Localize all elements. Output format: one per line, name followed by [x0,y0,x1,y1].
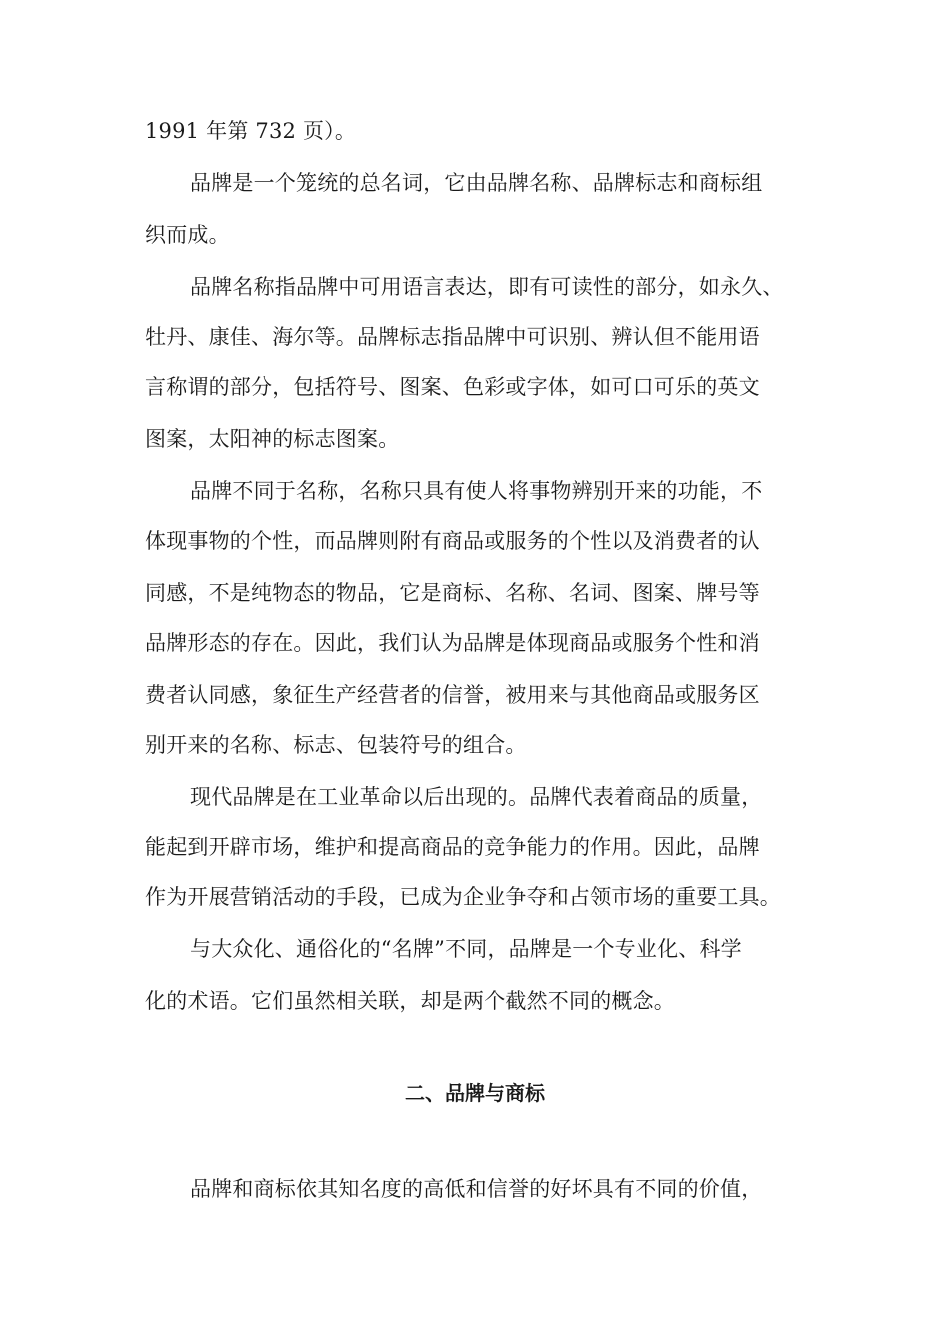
text-line: 品牌和商标依其知名度的高低和信誉的好坏具有不同的价值， [190,1177,763,1201]
text-line: 别开来的名称、标志、包装符号的组合。 [145,733,527,757]
text-line: 费者认同感，象征生产经营者的信誉，被用来与其他商品或服务区 [145,683,760,707]
text-line: 同感，不是纯物态的物品，它是商标、名称、名词、图案、牌号等 [145,581,760,605]
text-line: 品牌名称指品牌中可用语言表达，即有可读性的部分，如永久、 [190,275,784,299]
text-line: 能起到开辟市场，维护和提高商品的竞争能力的作用。因此，品牌 [145,835,760,859]
section-heading: 二、品牌与商标 [405,1081,545,1105]
text-line: 与大众化、通俗化的“名牌”不同，品牌是一个专业化、科学 [190,937,742,961]
text-line: 图案，太阳神的标志图案。 [145,427,400,451]
text-line: 作为开展营销活动的手段，已成为企业争夺和占领市场的重要工具。 [145,885,781,909]
text-line: 品牌不同于名称，名称只具有使人将事物辨别开来的功能，不 [190,479,763,503]
text-line: 言称谓的部分，包括符号、图案、色彩或字体，如可口可乐的英文 [145,375,760,399]
text-line: 1991 年第 732 页）。 [145,119,357,143]
text-line: 品牌形态的存在。因此，我们认为品牌是体现商品或服务个性和消 [145,631,760,655]
text-line: 品牌是一个笼统的总名词，它由品牌名称、品牌标志和商标组 [190,171,763,195]
text-line: 牡丹、康佳、海尔等。品牌标志指品牌中可识别、辨认但不能用语 [145,325,760,349]
text-line: 织而成。 [145,223,230,247]
text-line: 化的术语。它们虽然相关联，却是两个截然不同的概念。 [145,989,675,1013]
text-line: 体现事物的个性，而品牌则附有商品或服务的个性以及消费者的认 [145,529,760,553]
text-line: 现代品牌是在工业革命以后出现的。品牌代表着商品的质量， [190,785,763,809]
